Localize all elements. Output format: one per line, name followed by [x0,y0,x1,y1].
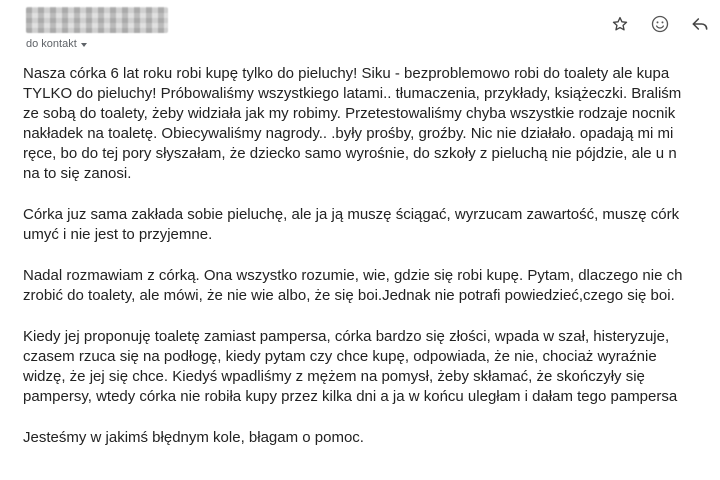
text-line: ze sobą do toalety, żeby widziała jak my robimy. Przetestowaliśmy chyba wszystkie rodzaje nocnik [23,105,676,122]
emoji-reaction-button[interactable] [640,12,680,36]
text-line: umyć i nie jest to przyjemne. [23,226,213,243]
message-paragraph [23,205,720,245]
text-line: zrobić do toalety, ale mówi, że nie wie albo, że się boi.Jednak nie potrafi powiedzieć,czego się boi. [23,287,675,304]
recipient-label: do kontakt [26,38,77,50]
star-icon [611,15,629,33]
chevron-down-icon [81,43,87,47]
emoji-icon [650,14,670,34]
text-line: widzę, że jej się chce. Kiedyś wpadliśmy z mężem na pomysł, żeby skłamać, że skończyły się [23,368,645,385]
text-line: Nasza córka 6 lat roku robi kupę tylko do pieluchy! Siku - bezproblemowo robi do toalety ale kupa [23,65,670,82]
text-line: Kiedy jej proponuję toaletę zamiast pampersa, córka bardzo się złości, wpada w szał, histeryzuje, [23,328,670,345]
text-line: Jesteśmy w jakimś błędnym kole, błagam o pomoc. [23,429,364,446]
recipient-dropdown[interactable] [26,38,87,50]
text-line: TYLKO do pieluchy! Próbowaliśmy wszystkiego latami.. tłumaczenia, przykłady, książeczki. Braliśm [23,85,682,102]
text-line: nakładek na toaletę. Obiecywaliśmy nagrody.. .były prośby, groźby. Nic nie działało. opadają mi mi [23,125,674,142]
message-paragraph [23,266,720,306]
star-button[interactable] [600,12,640,36]
text-line: ręce, bo do tej pory słyszałam, że dziecko samo wyrośnie, do szkoły z pieluchą nie pójdzie, ale u n [23,145,677,162]
text-line: Nadal rozmawiam z córką. Ona wszystko rozumie, wie, gdzie się robi kupę. Pytam, dlaczego nie ch [23,267,683,284]
sender-name-blurred [26,7,168,33]
text-line: na to się zanosi. [23,165,132,182]
text-line: pampersy, wtedy córka nie robiła kupy przez kilka dni a ja w końcu uległam i dałam tego pampersa [23,388,678,405]
message-paragraph [23,327,720,407]
text-line: Córka juz sama zakłada sobie pieluchę, ale ja ją muszę ściągać, wyrzucam zawartość, muszę córk [23,206,680,223]
message-paragraph [23,64,720,184]
email-header [0,0,720,56]
text-line: czasem rzuca się na podłogę, kiedy pytam czy chce kupę, odpowiada, że nie, chociaż wyraźnie [23,348,657,365]
reply-button[interactable] [680,12,720,36]
message-actions [600,12,720,36]
message-paragraph [23,428,720,448]
reply-icon [690,14,710,34]
message-body [23,64,720,469]
